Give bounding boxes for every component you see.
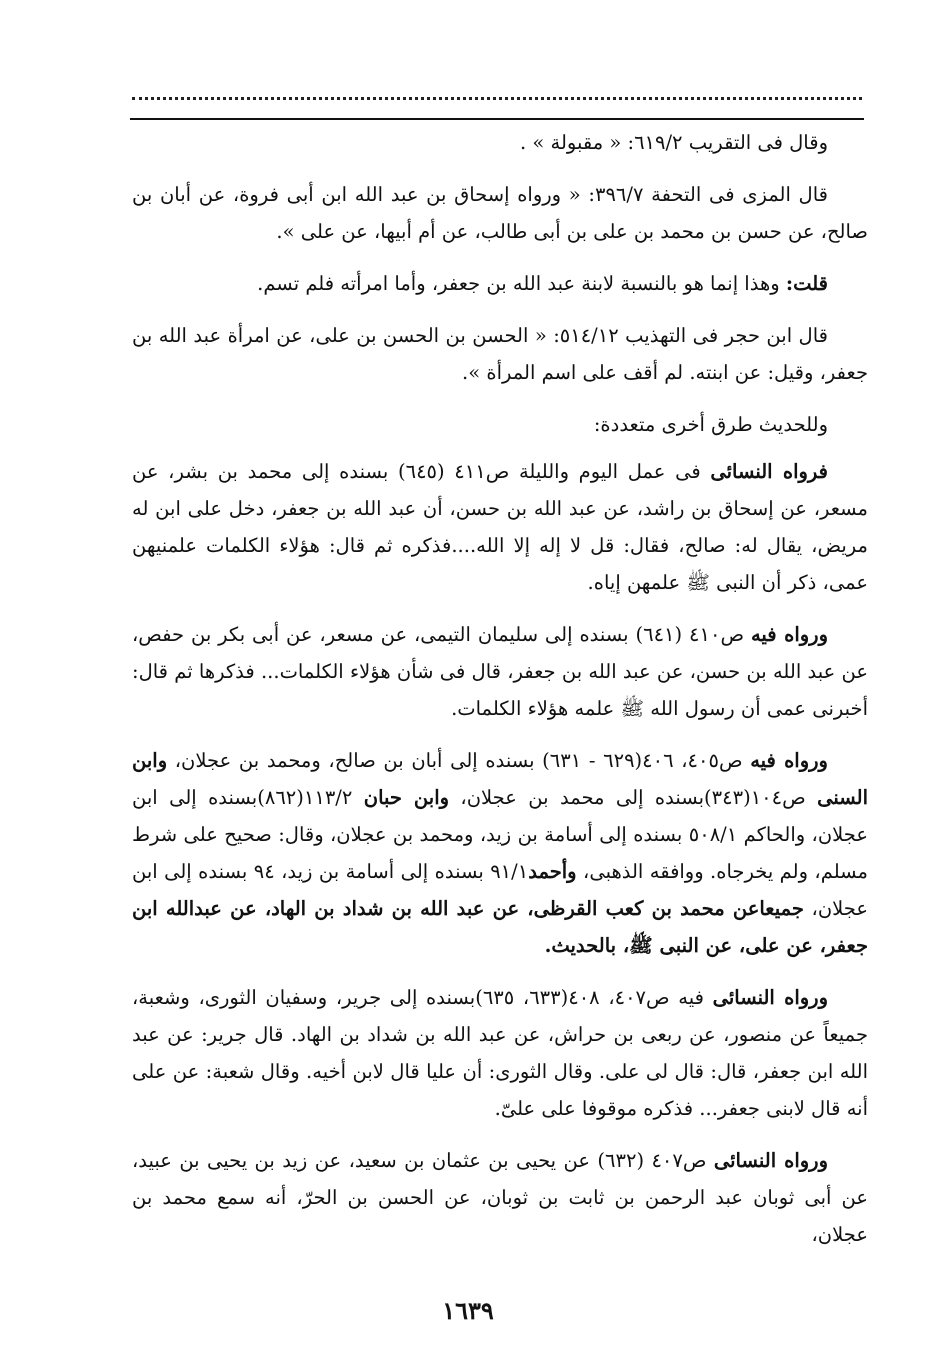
- paragraph: [132, 176, 868, 250]
- bold-text-segment: ورواه النسائى: [713, 1149, 828, 1172]
- paragraph: [132, 317, 868, 391]
- body-text: [132, 124, 868, 1268]
- text-segment: وهذا إنما هو بالنسبة لابنة عبد الله بن جعفر، وأما امرأته فلم تسم.: [257, 272, 786, 295]
- text-segment: وقال فى التقريب ٦١٩/٢: « مقبولة » .: [519, 131, 828, 154]
- text-segment: ص٤٠٧ (٦٣٢) عن يحيى بن عثمان بن سعيد، عن زيد بن يحيى بن عبيد، عن أبى ثوبان عبد الرحمن بن ثابت بن ثوبان، عن الحسن بن الحرّ، أنه سمع محمد بن عجلان،: [132, 1149, 868, 1246]
- bold-text-segment: جميعاعن محمد بن كعب القرظى، عن عبد الله بن شداد بن الهاد، عن عبدالله ابن جعفر، عن على، عن النبى ﷺ، بالحديث.: [132, 897, 868, 957]
- text-segment: فيه ص٤٠٧، ٤٠٨(٦٣٣، ٦٣٥)بسنده إلى جرير، وسفيان الثورى، وشعبة، جميعاً عن منصور، عن ربعى بن حراش، عن عبد الله بن شداد بن الهاد. قال جرير: عن عبد الله ابن جعفر، قال: قال لى على. وقال الثورى: أن عليا قال لابن أخيه. وقال شعبة: عن على أنه قال لابنى جعفر... فذكره موقوفا على علىّ.: [132, 986, 868, 1120]
- text-segment: ٩١/١ بسنده إلى أسامة بن زيد، ٩٤ بسنده إلى ابن عجلان،: [132, 860, 869, 920]
- text-segment: وللحديث طرق أخرى متعددة:: [593, 413, 828, 436]
- text-segment: ص١٠٤(٣٤٣)بسنده إلى محمد بن عجلان،: [449, 786, 818, 809]
- bold-text-segment: قلت:: [785, 272, 828, 295]
- paragraph: [132, 616, 868, 727]
- bold-text-segment: ورواه فيه: [750, 623, 828, 646]
- paragraph: [132, 742, 868, 964]
- bold-text-segment: فرواه النسائى: [710, 460, 828, 483]
- paragraph: [132, 406, 868, 443]
- text-segment: قال ابن حجر فى التهذيب ٥١٤/١٢: « الحسن بن الحسن بن على، عن امرأة عبد الله بن جعفر، وقيل: عن ابنته. لم أقف على اسم المرأة ».: [132, 324, 868, 384]
- text-segment: فى عمل اليوم والليلة ص٤١١ (٦٤٥) بسنده إلى محمد بن بشر، عن مسعر، عن إسحاق بن راشد، عن عبد الله بن حسن، أن عبد الله بن جعفر، دخل على ابن له مريض، يقال له: صالح، فقال: قل لا إله إلا الله....فذكره ثم قال: هؤلاء الكلمات علمنيهن عمى، ذكر أن النبى ﷺ علمهن إياه.: [132, 460, 868, 594]
- bold-text-segment: وأحمد: [528, 860, 577, 883]
- paragraph: [132, 453, 868, 601]
- text-segment: قال المزى فى التحفة ٣٩٦/٧: « ورواه إسحاق بن عبد الله ابن أبى فروة، عن أبان بن صالح، عن حسن بن محمد بن على بن أبى طالب، عن أم أبيها، عن على ».: [132, 183, 868, 243]
- paragraph: [132, 265, 868, 302]
- top-rule-divider: [130, 118, 864, 120]
- top-dotted-divider: [132, 80, 862, 100]
- page-number: ١٦٣٩: [442, 1296, 494, 1325]
- bold-text-segment: ورواه النسائى: [712, 986, 828, 1009]
- bold-text-segment: وابن السنى: [132, 749, 868, 809]
- bold-text-segment: ورواه فيه: [750, 749, 828, 772]
- bold-text-segment: وابن حبان: [363, 786, 450, 809]
- paragraph: [132, 124, 868, 161]
- paragraph: [132, 979, 868, 1127]
- text-segment: ١١٣/٢(٨٦٢)بسنده إلى ابن عجلان، والحاكم ٥٠٨/١ بسنده إلى أسامة بن زيد، ومحمد بن عجلان، وقال: صحيح على شرط مسلم، ولم يخرجاه. ووافقه الذهبى،: [132, 786, 869, 883]
- paragraph: [132, 1142, 868, 1253]
- text-segment: ص٤٠٥، ٤٠٦(٦٢٩ - ٦٣١) بسنده إلى أبان بن صالح، ومحمد بن عجلان،: [167, 749, 751, 772]
- text-segment: ص٤١٠ (٦٤١) بسنده إلى سليمان التيمى، عن مسعر، عن أبى بكر بن حفص، عن عبد الله بن حسن، عن عبد الله بن جعفر، قال فى شأن هؤلاء الكلمات... فذكرها ثم قال: أخبرنى عمى أن رسول الله ﷺ علمه هؤلاء الكلمات.: [132, 623, 868, 720]
